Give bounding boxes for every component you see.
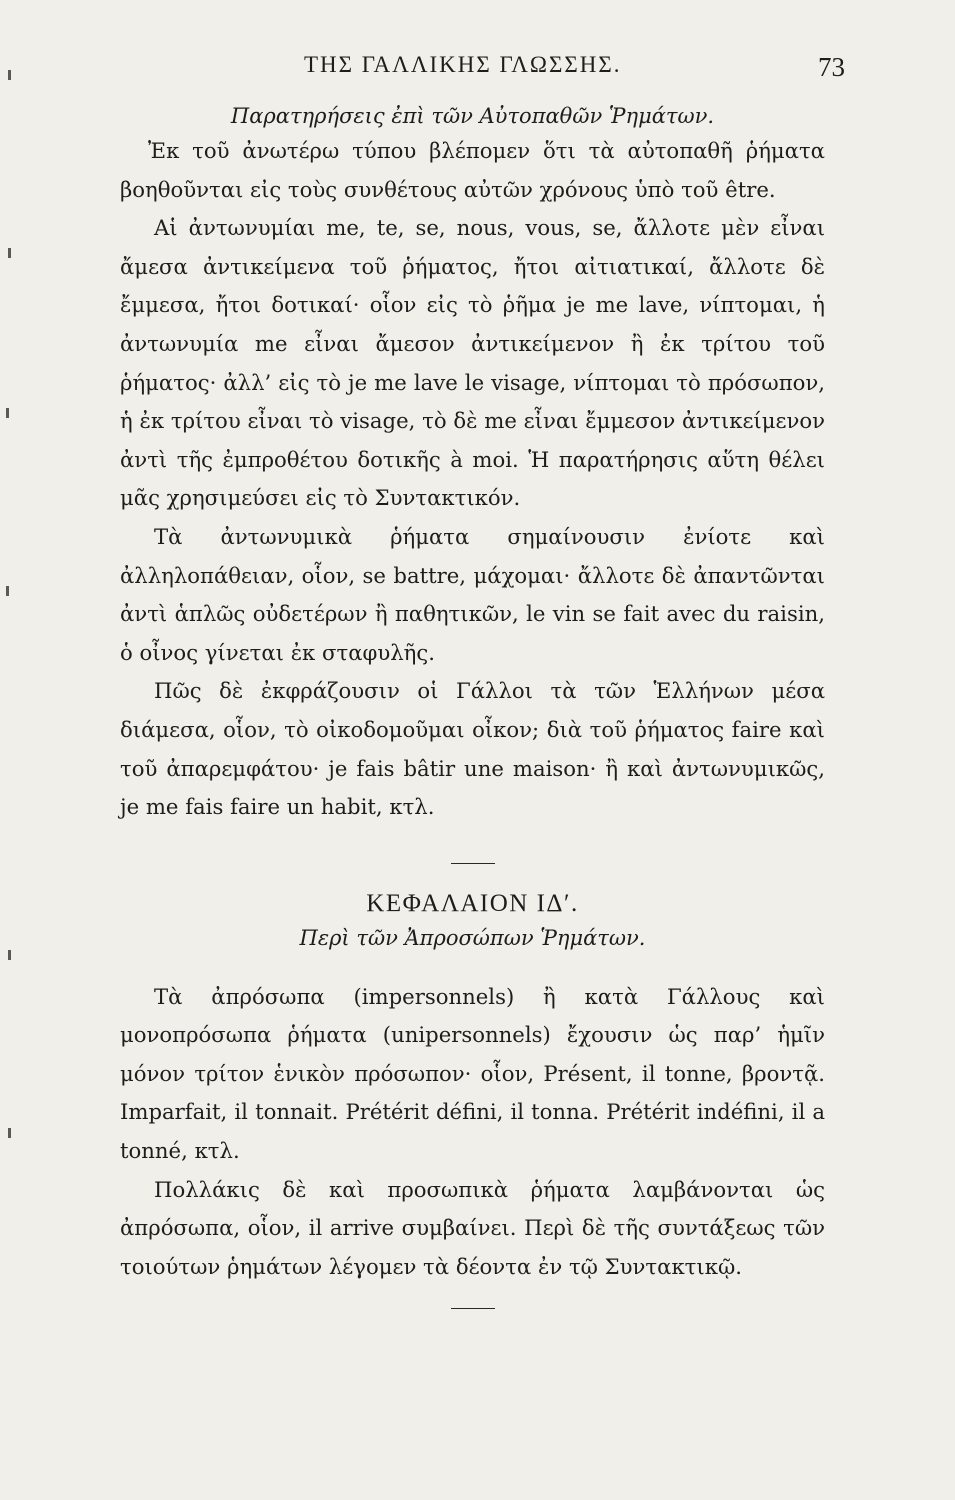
margin-tick [8, 248, 11, 258]
paragraph: Ἐκ τοῦ ἀνωτέρω τύπου βλέπομεν ὅτι τὰ αὐτοπαθῆ ῥήματα βοηθοῦνται εἰς τοὺς συνθέτους αὐτῶν χρόνους ὑπὸ τοῦ être. [120, 138, 825, 202]
margin-tick [8, 70, 11, 80]
page-number: 73 [818, 52, 845, 82]
section-divider [451, 863, 495, 864]
margin-tick [8, 1128, 11, 1138]
page-body [120, 96, 825, 1335]
paragraph: Πολλάκις δὲ καὶ προσωπικὰ ῥήματα λαμβάνονται ὡς ἀπρόσωπα, οἷον, il arrive συμβαίνει. Περὶ δὲ τῆς συντάξεως τῶν τοιούτων ῥημάτων λέγομεν τὰ δέοντα ἐν τῷ Συντακτικῷ. [120, 1176, 825, 1279]
end-divider [451, 1308, 495, 1309]
chapter-subtitle: Περὶ τῶν Ἀπροσώπων Ῥημάτων. [299, 925, 646, 950]
paragraph: Πῶς δὲ ἐκφράζουσιν οἱ Γάλλοι τὰ τῶν Ἑλλήνων μέσα διάμεσα, οἷον, τὸ οἰκοδομοῦμαι οἶκον; διὰ τοῦ ῥήματος faire καὶ τοῦ ἀπαρεμφάτου· je fais bâtir une maison· ἢ καὶ ἀντωνυμικῶς, je me fais faire un habit, κτλ. [120, 678, 825, 820]
paragraph: Τὰ ἀπρόσωπα (impersonnels) ἢ κατὰ Γάλλους καὶ μονοπρόσωπα ῥήματα (unipersonnels) ἔχουσιν ὡς παρ’ ἡμῖν μόνον τρίτον ἑνικὸν πρόσωπον· οἷον, Présent, il tonne, βροντᾷ. Imparfait, il tonnait. Prétérit défini, il tonna. Prétérit indéfini, il a tonné, κτλ. [120, 983, 825, 1164]
chapter-title: ΚΕΦΑΛΑΙΟΝ ΙΔʹ. [366, 889, 579, 917]
running-head: ΤΗΣ ΓΑΛΛΙΚΗΣ ΓΛΩΣΣΗΣ. [304, 52, 622, 77]
margin-tick [6, 408, 9, 418]
page-header [120, 52, 845, 86]
margin-tick [6, 586, 9, 596]
paragraph: Τὰ ἀντωνυμικὰ ῥήματα σημαίνουσιν ἐνίοτε καὶ ἀλληλοπάθειαν, οἷον, se battre, μάχομαι· ἄλλοτε δὲ ἀπαντῶνται ἀντὶ ἁπλῶς οὐδετέρων ἢ παθητικῶν, le vin se fait avec du raisin, ὁ οἶνος γίνεται ἐκ σταφυλῆς. [120, 523, 825, 665]
section-heading: Παρατηρήσεις ἐπὶ τῶν Αὐτοπαθῶν Ῥημάτων. [230, 104, 715, 128]
paragraph: Αἱ ἀντωνυμίαι me, te, se, nous, vous, se, ἄλλοτε μὲν εἶναι ἄμεσα ἀντικείμενα τοῦ ῥήματος, ἤτοι αἰτιατικαί, ἄλλοτε δὲ ἔμμεσα, ἤτοι δοτικαί· οἷον εἰς τὸ ῥῆμα je me lave, νίπτομαι, ἡ ἀντωνυμία me εἶναι ἄμεσον ἀντικείμενον ἢ ἐκ τρίτου τοῦ ῥήματος· ἀλλ’ εἰς τὸ je me lave le visage, νίπτομαι τὸ πρόσωπον, ἡ ἐκ τρίτου εἶναι τὸ visage, τὸ δὲ me εἶναι ἔμμεσον ἀντικείμενον ἀντὶ τῆς ἐμπροθέτου δοτικῆς à moi. Ἡ παρατήρησις αὕτη θέλει μᾶς χρησιμεύσει εἰς τὸ Συντακτικόν. [120, 215, 825, 511]
margin-tick [8, 950, 11, 960]
